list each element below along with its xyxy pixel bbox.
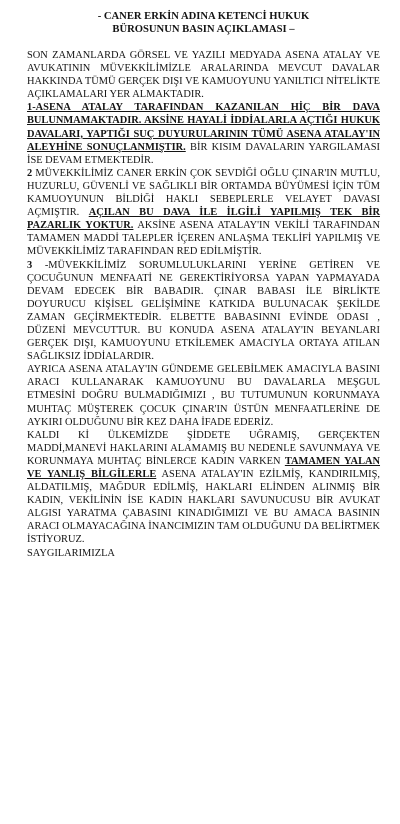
intro-paragraph [27,49,380,101]
intro-text: SON ZAMANLARDA GÖRSEL VE YAZILI MEDYADA ASENA ATALAY VE AVUKATININ MÜVEKKİLİMİZLE ARALARINDA MEVCUT DAVALAR HAKKINDA TÜMÜ GERÇEK DIŞI VE KAMUOYUNU YANILTICI NİTELİKTE AÇIKLAMALARI YER ALMAKTADIR. [27,50,380,101]
section-2-number: 2 [27,167,33,179]
closing-text: SAYGILARIMIZLA [27,547,115,559]
section-1-rest: BİR KISIM DAVALARIN YARGILAMASI İSE DEVAM ETMEKTEDİR. [27,141,380,166]
paragraph-5-text-2: ASENA ATALAY'IN EZİLMİŞ, KANDIRILMIŞ, ALDATILMIŞ, MAĞDUR EDİLMİŞ, HAKLARI ELİNDEN ALINMIŞ BİR KADIN, VEKİLİNİN İSE KADIN HAKLARI SAVUNUCUSU BİR AVUKAT ALGISI YARATMA ÇABASINI KINADIĞIMIZI VE BU AMACA BASININ ARACI OLMAYACAĞINA İNANCIMIZIN TAM OLDUĞUNU DA BELİRTMEK İSTİYORUZ. [27,469,380,546]
section-2-paragraph [27,167,380,259]
section-2-underlined: AÇILAN BU DAVA İLE İLGİLİ YAPILMIŞ TEK BİR PAZARLIK YOKTUR. [27,207,380,232]
document-title [27,10,380,36]
section-1-paragraph [27,101,380,166]
section-2-text-1: MÜVEKKİLİMİZ CANER ERKİN ÇOK SEVDİĞİ OĞLU ÇINAR'IN MUTLU, HUZURLU, GÜVENLİ VE SAĞLIKLI BİR ORTAMDA BÜYÜMESİ İÇİN TÜM KAMUOYUNUN BİLDİĞİ HAKLI SEBEPLERLE VELAYET DAVASI AÇMIŞTIR. [27,167,380,219]
paragraph-5 [27,429,380,547]
paragraph-4-text: AYRICA ASENA ATALAY'IN GÜNDEME GELEBİLMEK AMACIYLA BASINI ARACI KULLANARAK KAMUOYUNU BU DAVALARLA MEŞGUL ETMESİNİ DOĞRU BULMADIĞIMIZI , BU TUTUMUNUN KORUNMAYA MUHTAÇ MÜŞTEREK ÇOCUK ÇINAR'IN ÜSTÜN MENFAATLERİNE DE AYKIRI OLDUĞUNU BİR KEZ DAHA İFADE EDERİZ. [27,364,380,428]
paragraph-4 [27,363,380,428]
closing-line [27,547,380,560]
section-1-underlined: 1-ASENA ATALAY TARAFINDAN KAZANILAN HİÇ BİR DAVA BULUNMAMAKTADIR. AKSİNE HAYALİ İDDİALARLA AÇTIĞI HUKUK DAVALARI, YAPTIĞI SUÇ DUYURULARININ TÜMÜ ASENA ATALAY'IN ALEYHİNE SONUÇLANMIŞTIR. [27,102,380,153]
paragraph-5-underlined: TAMAMEN YALAN VE YANLIŞ BİLGİLERLE [27,455,381,480]
title-line-1: - CANER ERKİN ADINA KETENCİ HUKUK [97,11,310,22]
section-2-text-2: AKSİNE ASENA ATALAY'IN VEKİLİ TARAFINDAN TAMAMEN MADDİ TALEPLER İÇEREN ANLAŞMA TEKLİFİ YAPILMIŞ VE MÜVEKKİLİMİZ TARAFINDAN RED EDİLMİŞTİR. [27,220,380,258]
paragraph-5-text-1: KALDI Kİ ÜLKEMİZDE ŞİDDETE UĞRAMIŞ, GERÇEKTEN MADDİ,MANEVİ HAKLARINI ALAMAMIŞ BU NEDENLE SAVUNMAYA VE KORUNMAYA MUHTAÇ BİNLERCE KADIN VARKEN [27,429,380,467]
section-3-text: -MÜVEKKİLİMİZ SORUMLULUKLARINI YERİNE GETİREN VE ÇOCUĞUNUN MENFAATİ NE GEREKTİRİYORSA YAPAN YAPMAYADA DEVAM EDECEK BİR BABADIR. ÇINAR BABASI İLE BİRLİKTE DOYURUCU KİŞİSEL GELİŞİMİNE KATKIDA BULUNACAK ŞEKİLDE ZAMAN GEÇİRMEKTEDİR. ELBETTE BABASINNI EVİNDE ODASI , DÜZENİ MEVCUTTUR. BU KONUDA ASENA ATALAY'IN BEYANLARI GERÇEK DIŞI, KAMUOYUNU ETKİLEMEK AMACIYLA ORTAYA ATILAN SAĞLIKSIZ İDDİALARDIR. [27,259,380,363]
title-line-2: BÜROSUNUN BASIN AÇIKLAMASI – [112,24,295,35]
section-3-number: 3 [27,259,33,271]
section-3-paragraph [27,259,380,364]
